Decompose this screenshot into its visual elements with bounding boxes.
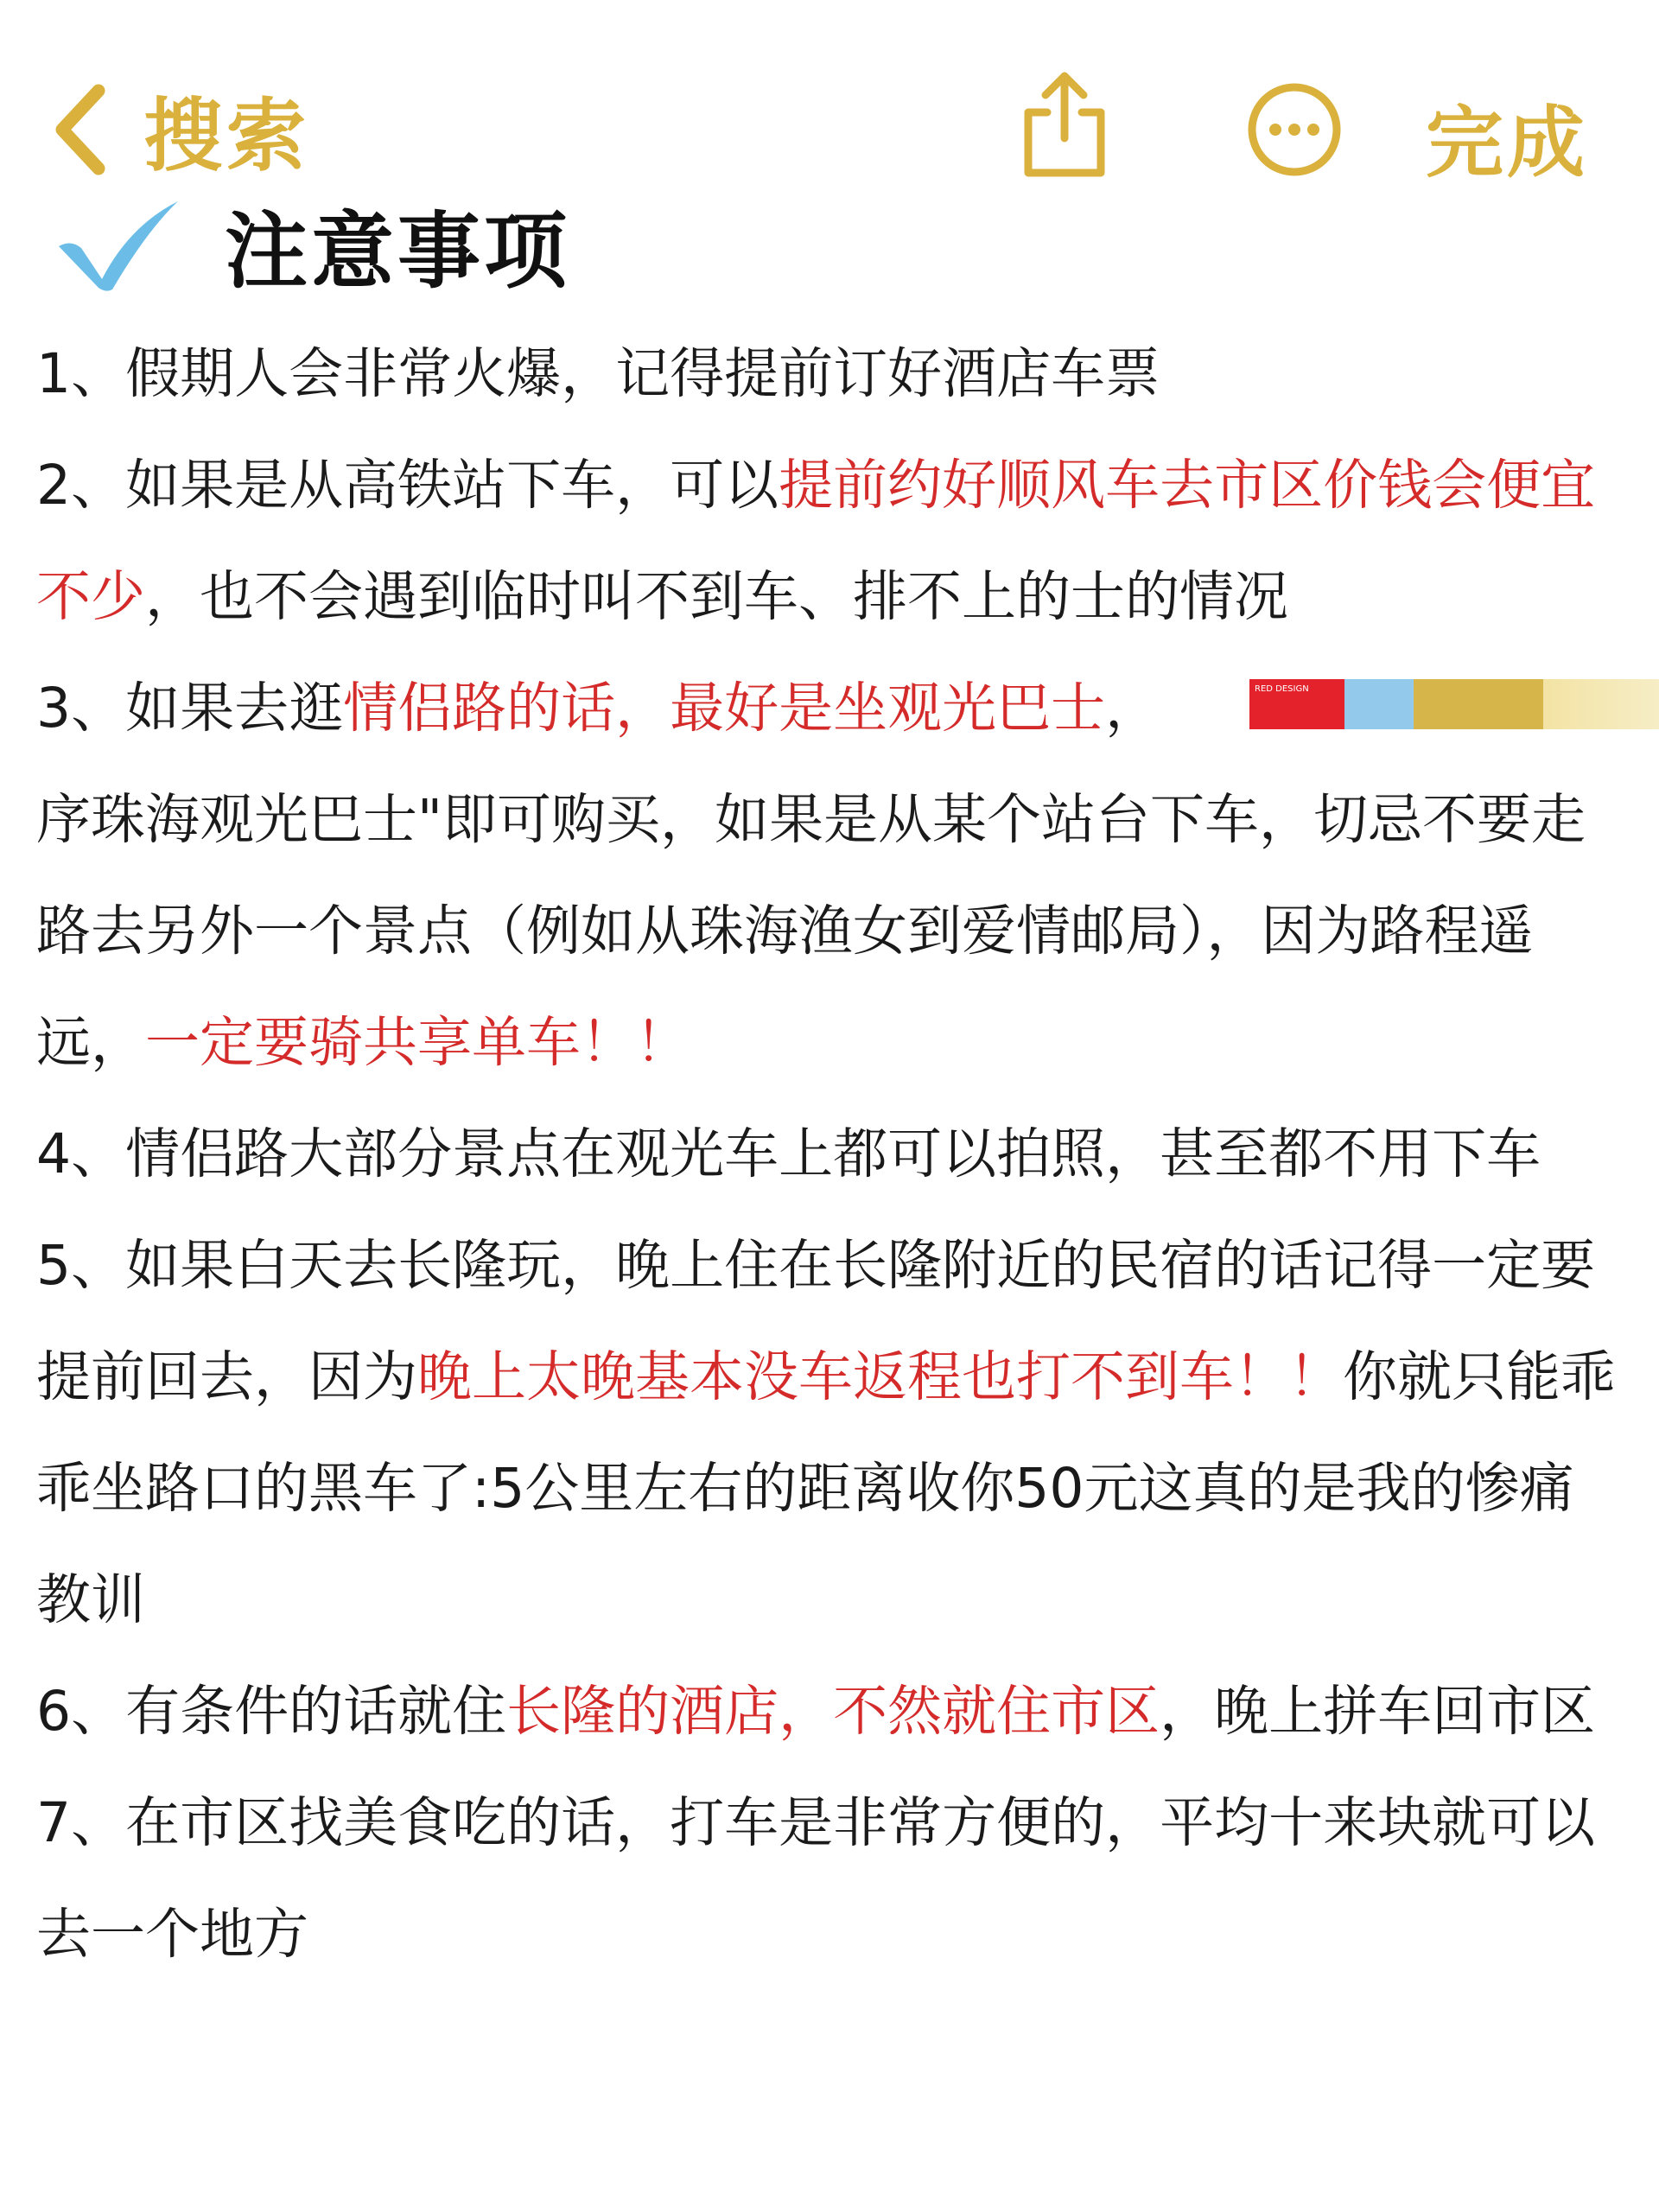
note-highlight: 情侣路的话，最好是坐观光巴士: [343, 677, 1106, 740]
redaction-label: RED DESIGN: [1255, 684, 1309, 694]
note-item: [36, 1767, 1623, 1990]
done-button[interactable]: 完成: [1426, 98, 1588, 188]
note-item: [36, 429, 1623, 652]
note-text: 2、如果是从高铁站下车，可以: [36, 454, 779, 517]
section-header: [52, 188, 570, 301]
note-text: ，晚上拼车回市区: [1160, 1680, 1596, 1743]
top-nav-bar: [0, 0, 1659, 199]
chevron-left-icon: [54, 84, 107, 175]
note-text: ，也不会遇到临时叫不到车、排不上的士的情况: [145, 565, 1288, 628]
note-text: 序珠海观光巴士"即可购买，如果是从某个站台下车，切忌不要走路去另外一个景点（例如从珠海渔女到爱情邮局），因为路程遥远，: [36, 788, 1586, 1074]
note-highlight: 提前约好顺风车去市区价钱会便宜不少: [36, 454, 1596, 628]
note-text: 7、在市区找美食吃的话，打车是非常方便的，平均十来块就可以去一个地方: [36, 1791, 1596, 1966]
note-item: [36, 1098, 1623, 1210]
note-item: [36, 1656, 1623, 1767]
note-text: ，: [1105, 677, 1160, 740]
back-button[interactable]: [54, 73, 309, 186]
note-text: 4、情侣路大部分景点在观光车上都可以拍照，甚至都不用下车: [36, 1122, 1541, 1185]
note-item: [36, 318, 1623, 429]
note-text: 5、如果白天去长隆玩，晚上住在长隆附近的民宿的话记得一定要提前回去，因为: [36, 1234, 1596, 1408]
section-title: 注意事项: [225, 202, 570, 300]
note-text: 1、假期人会非常火爆，记得提前订好酒店车票: [36, 342, 1160, 405]
redaction-overlay: [1249, 679, 1659, 729]
more-button[interactable]: [1246, 81, 1343, 178]
note-text: 6、有条件的话就住: [36, 1680, 507, 1743]
checkmark-icon: [52, 196, 181, 293]
note-item: [36, 1210, 1623, 1656]
note-text: 3、如果去逛: [36, 677, 344, 740]
note-text: 你就只能乖乖坐路口的黑车了:5公里左右的距离收你50元这真的是我的惨痛教训: [36, 1345, 1615, 1631]
notes-list: [36, 318, 1623, 1990]
note-highlight: 一定要骑共享单车！！: [145, 1011, 690, 1074]
note-highlight: 晚上太晚基本没车返程也打不到车！！: [417, 1345, 1343, 1408]
note-highlight: 长隆的酒店，不然就住市区: [506, 1680, 1160, 1743]
more-icon: [1246, 81, 1343, 178]
share-icon: [1018, 67, 1111, 181]
share-button[interactable]: [1018, 67, 1111, 181]
back-label: 搜索: [143, 90, 310, 182]
